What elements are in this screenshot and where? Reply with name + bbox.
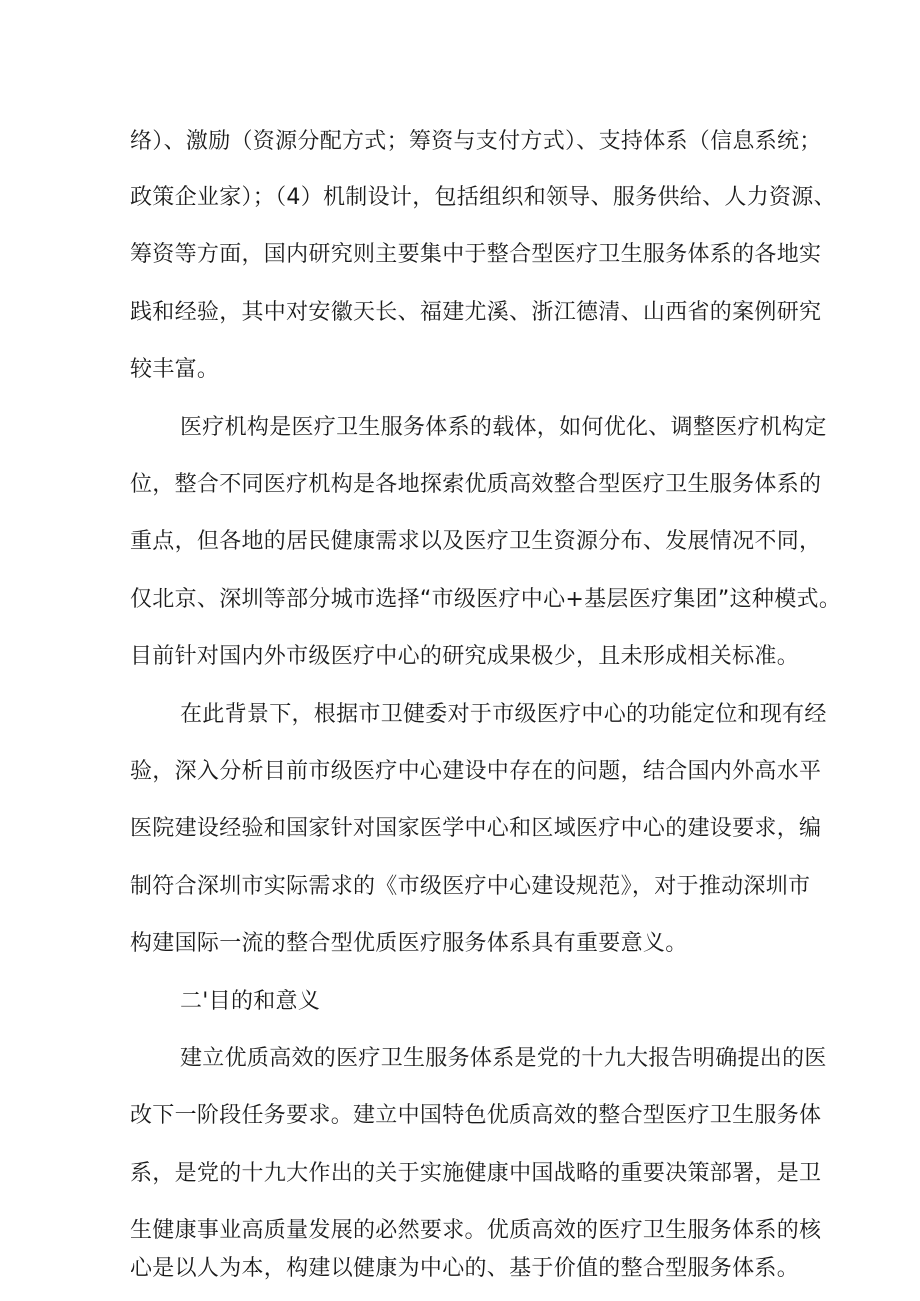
text-line: 医院建设经验和国家针对国家医学中心和区域医疗中心的建设要求，编 [130, 816, 822, 841]
text-line: 在此背景下，根据市卫健委对于市级医疗中心的功能定位和现有经 [180, 702, 827, 727]
text-line: 构建国际一流的整合型优质医疗服务体系具有重要意义。 [130, 931, 688, 956]
text-line: 改下一阶段任务要求。建立中国特色优质高效的整合型医疗卫生服务体 [130, 1103, 822, 1128]
text-line: 验，深入分析目前市级医疗中心建设中存在的问题，结合国内外高水平 [130, 759, 822, 784]
text-line: 筹资等方面，国内研究则主要集中于整合型医疗卫生服务体系的各地实 [130, 242, 822, 267]
text-line: 重点，但各地的居民健康需求以及医疗卫生资源分布、发展情况不同， [130, 529, 822, 554]
text-line: 目前针对国内外市级医疗中心的研究成果极少，且未形成相关标准。 [130, 644, 800, 669]
text-line: 心是以人为本，构建以健康为中心的、基于价值的整合型服务体系。 [130, 1256, 800, 1281]
text-line: 系，是党的十九大作出的关于实施健康中国战略的重要决策部署，是卫 [130, 1161, 822, 1186]
text-line: 较丰富。 [130, 357, 220, 382]
text-line: 生健康事业高质量发展的必然要求。优质高效的医疗卫生服务体系的核 [130, 1218, 822, 1243]
text-line: 制符合深圳市实际需求的《市级医疗中心建设规范》，对于推动深圳市 [130, 874, 811, 899]
text-line: 践和经验，其中对安徽天长、福建尤溪、浙江德清、山西省的案例研究 [130, 300, 822, 325]
text-line: 医疗机构是医疗卫生服务体系的载体，如何优化、调整医疗机构定 [180, 415, 827, 440]
text-line: 络）、激励（资源分配方式；筹资与支付方式）、支持体系（信息系统； [130, 129, 822, 154]
section-heading: 二'目的和意义 [180, 989, 321, 1014]
text-line: 政策企业家）；（4）机制设计，包括组织和领导、服务供给、人力资源、 [130, 185, 836, 210]
text-line: 仅北京、深圳等部分城市选择“市级医疗中心+基层医疗集团”这种模式。 [130, 587, 842, 612]
text-line: 位，整合不同医疗机构是各地探索优质高效整合型医疗卫生服务体系的 [130, 472, 822, 497]
text-line: 建立优质高效的医疗卫生服务体系是党的十九大报告明确提出的医 [180, 1046, 827, 1071]
